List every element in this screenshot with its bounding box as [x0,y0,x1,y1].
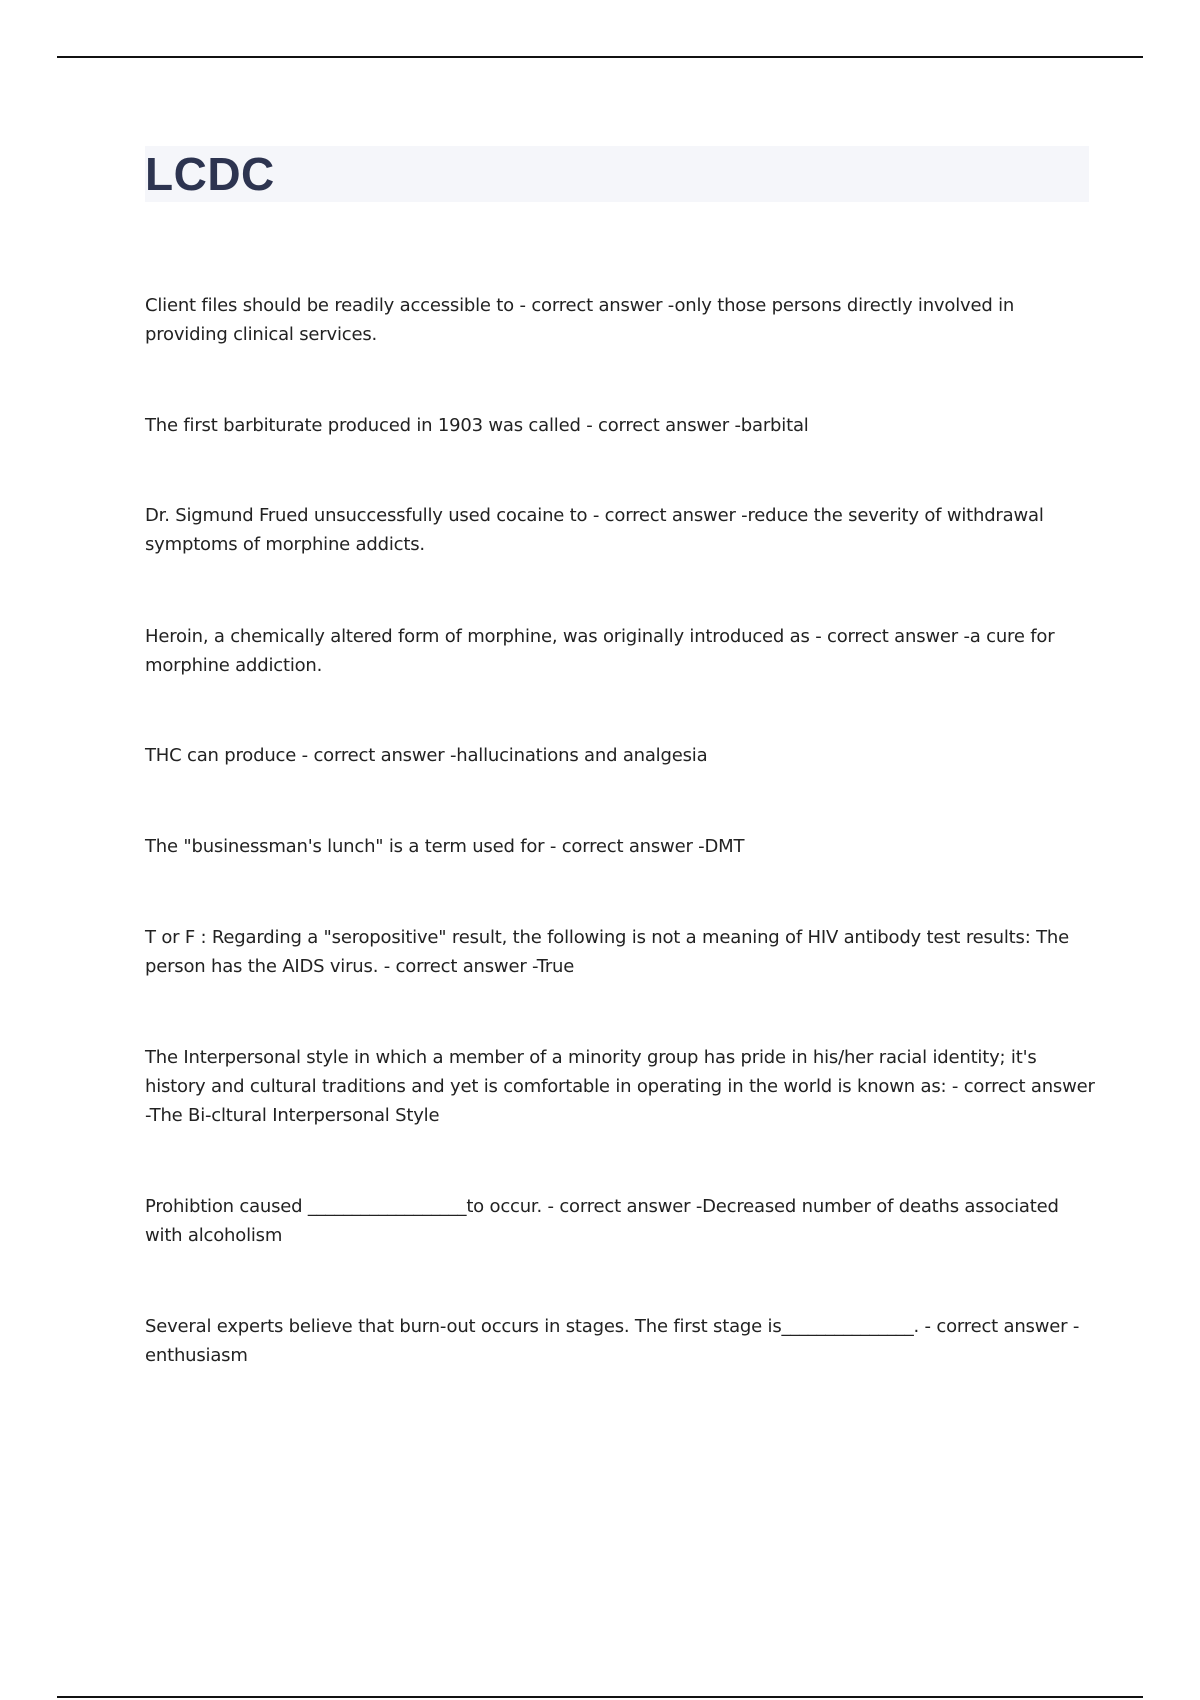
qa-item-5 [145,741,1095,770]
qa-item-1 [145,291,1095,349]
top-rule [57,56,1143,58]
question-text: The Interpersonal style in which a member of a minority group has pride in his/her racial identity; it's history and cultural traditions and yet is comfortable in operating in the world is known as: [145,1047,1037,1097]
answer-separator: - correct answer - [809,626,970,647]
answer-text: True [536,956,575,977]
question-text: The "businessman's lunch" is a term used for [145,836,545,857]
bottom-rule [57,1696,1143,1698]
answer-text: hallucinations and analgesia [456,745,708,766]
answer-separator: - correct answer - [378,956,537,977]
qa-item-3 [145,501,1095,559]
answer-text: The Bi-cltural Interpersonal Style [149,1105,440,1126]
qa-item-10 [145,1312,1095,1370]
answer-separator: - correct answer - [145,1076,1095,1126]
question-text: Heroin, a chemically altered form of morphine, was originally introduced as [145,626,810,647]
title-band [145,146,1089,202]
answer-text: a cure for morphine addiction. [145,626,1055,676]
answer-text: Decreased number of deaths associated with alcoholism [145,1196,1059,1246]
answer-separator: - correct answer - [544,836,705,857]
answer-separator: - correct answer - [587,505,748,526]
answer-text: enthusiasm [145,1345,248,1366]
question-text: Several experts believe that burn-out occurs in stages. The first stage is_______________. [145,1316,920,1337]
answer-text: DMT [704,836,745,857]
answer-text: reduce the severity of withdrawal symptoms of morphine addicts. [145,505,1044,555]
document-title: LCDC [145,148,275,200]
qa-item-4 [145,622,1095,680]
answer-separator: - correct answer - [919,1316,1080,1337]
qa-item-9 [145,1192,1095,1250]
answer-text: barbital [740,415,809,436]
answer-separator: - correct answer - [513,295,675,316]
qa-item-6 [145,832,1095,861]
question-text: Dr. Sigmund Frued unsuccessfully used cocaine to [145,505,588,526]
qa-item-7 [145,923,1095,981]
answer-separator: - correct answer - [296,745,457,766]
qa-item-8 [145,1043,1095,1130]
question-text: T or F : Regarding a "seropositive" result, the following is not a meaning of HIV antibody test results: The person has the AIDS virus. [145,927,1069,977]
question-text: Client files should be readily accessible to [145,295,514,316]
question-text: The first barbiturate produced in 1903 was called [145,415,581,436]
question-text: THC can produce [145,745,297,766]
answer-separator: - correct answer - [580,415,741,436]
answer-separator: - correct answer - [542,1196,703,1217]
qa-item-2 [145,411,1095,440]
answer-text: only those persons directly involved in providing clinical services. [145,295,1015,345]
question-text: Prohibtion caused __________________to occur. [145,1196,543,1217]
